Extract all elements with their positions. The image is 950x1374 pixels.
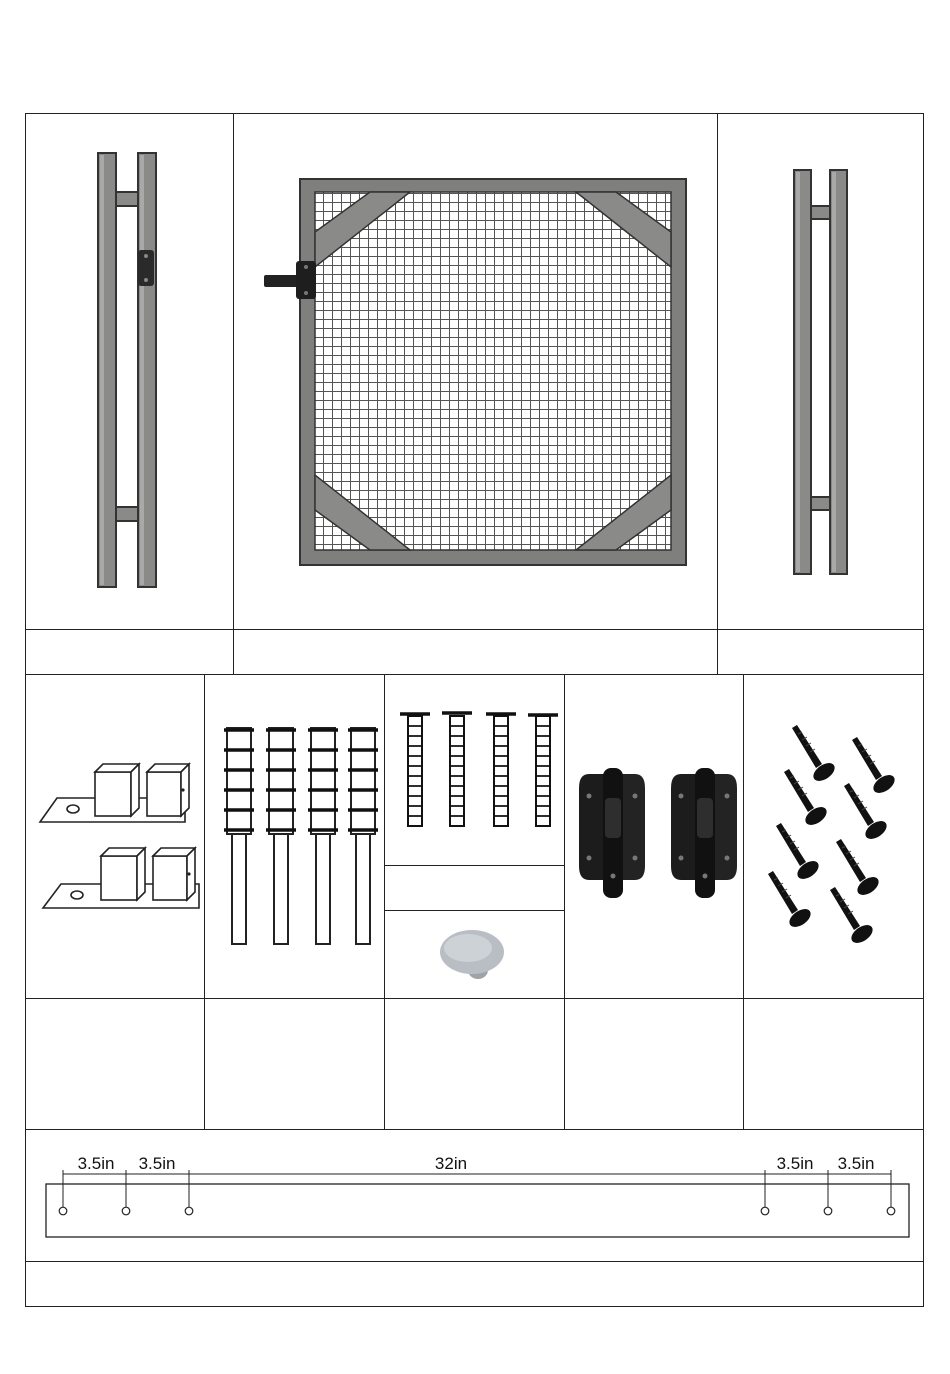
dimension-label: 3.5in [77, 1154, 115, 1173]
drill-hole [887, 1207, 895, 1215]
dimension-label: 3.5in [837, 1154, 875, 1173]
drill-hole [824, 1207, 832, 1215]
dimension-label: 3.5in [776, 1154, 814, 1173]
dimension-label: 3.5in [138, 1154, 176, 1173]
drill-hole [185, 1207, 193, 1215]
drill-hole [59, 1207, 67, 1215]
dimension-label: 32in [434, 1154, 468, 1173]
drill-hole [761, 1207, 769, 1215]
rail-outline [46, 1184, 909, 1237]
drill-hole [122, 1207, 130, 1215]
